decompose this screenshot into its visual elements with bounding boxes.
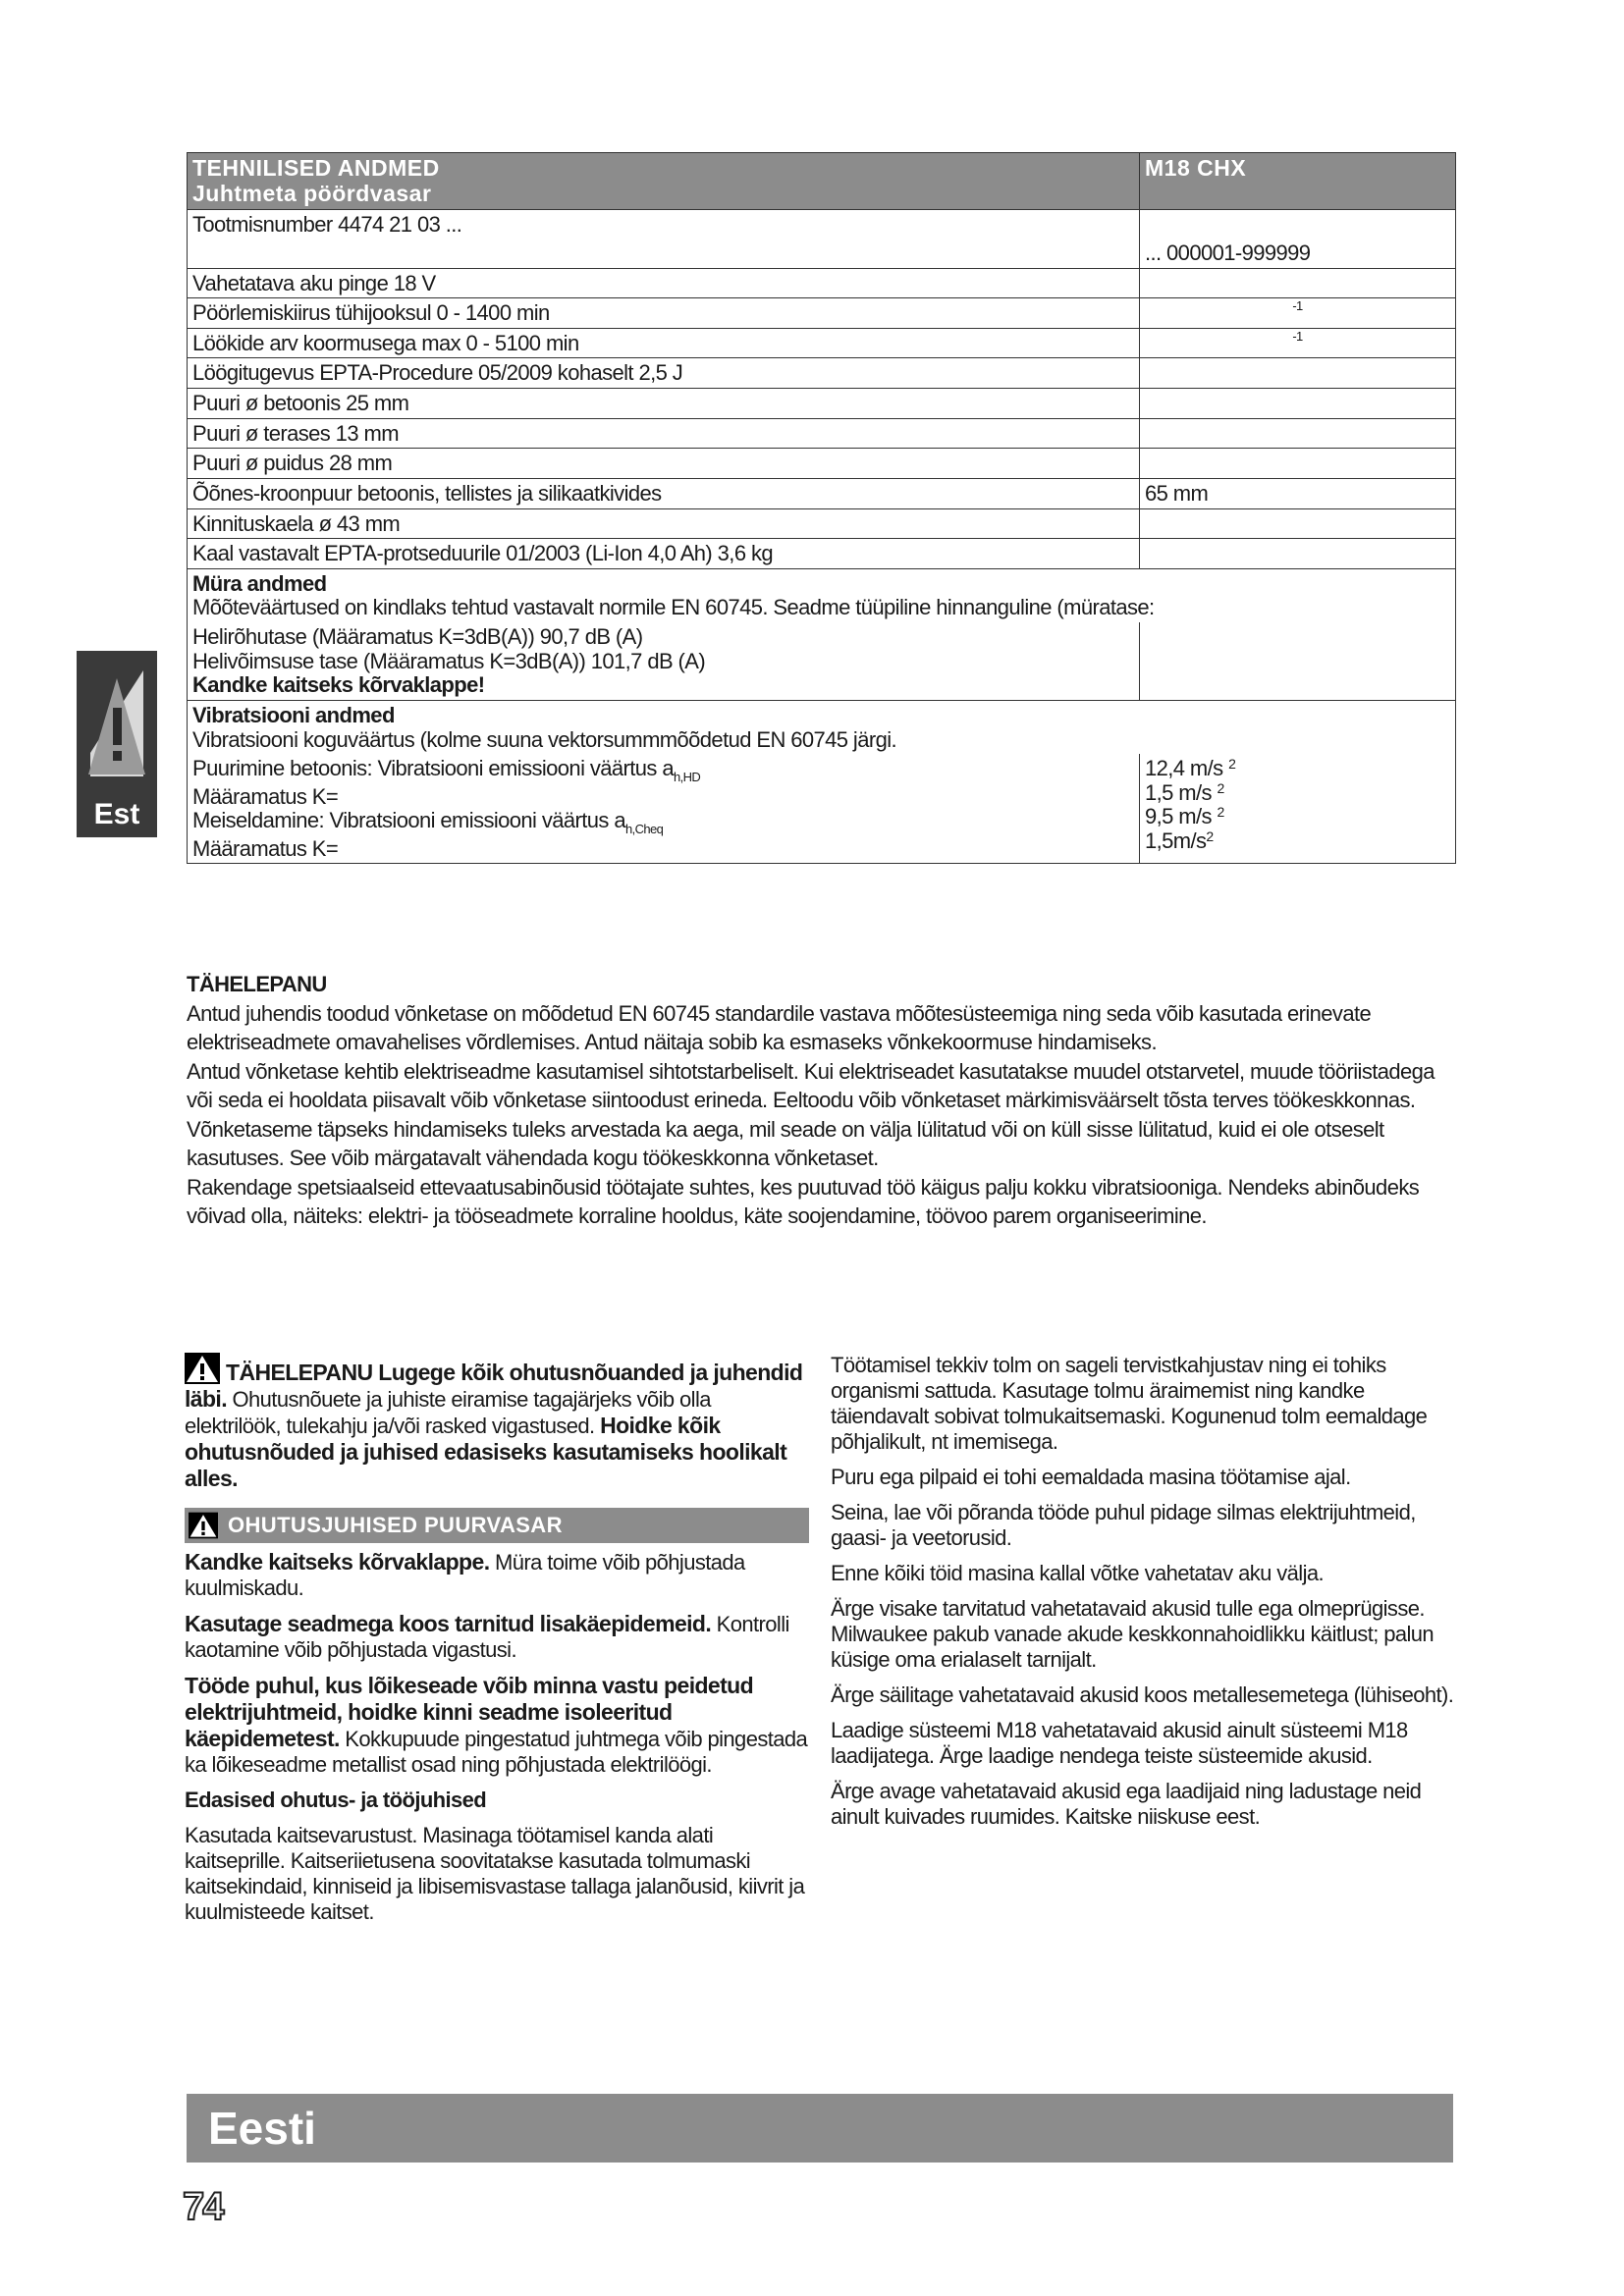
spec-label: Vahetatava aku pinge 18 V xyxy=(188,268,1140,298)
spec-title: TEHNILISED ANDMED xyxy=(192,155,440,181)
spec-value xyxy=(1140,539,1456,569)
safety-item: Enne kõiki töid masina kallal võtke vahetatav aku välja. xyxy=(831,1561,1325,1585)
page-number: 74 xyxy=(183,2185,223,2228)
spec-row xyxy=(188,328,1456,358)
noise-power: Helivõimsuse tase (Määramatus K=3dB(A)) 101,7 dB (A) xyxy=(192,648,706,673)
spec-row xyxy=(188,478,1456,508)
safety-column-left xyxy=(185,1353,809,1935)
section-header-hammer-safety xyxy=(185,1508,809,1543)
spec-label: Puuri ø betoonis 25 mm xyxy=(188,389,1140,419)
vibration-values xyxy=(188,754,1456,864)
spec-value xyxy=(1140,449,1456,479)
vibration-section xyxy=(188,700,1456,754)
safety-item: Kandke kaitseks kõrvaklappe. Müra toime võib põhjustada kuulmiskadu. xyxy=(185,1549,745,1600)
footer-language-bar xyxy=(187,2094,1453,2163)
safety-item: Ärge visake tarvitatud vahetatavaid akusid tulle ega olmeprügisse. Milwaukee pakub vanade akude keskkonnahoidlikku käitlust; palun küsige oma erialaselt tarnijalt. xyxy=(831,1596,1435,1672)
spec-row xyxy=(188,358,1456,389)
safety-item: Laadige süsteemi M18 vahetatavaid akusid ainult süsteemi M18 laadijatega. Ärge laadige nendega teiste süsteemide akusid. xyxy=(831,1718,1408,1768)
section-title: OHUTUSJUHISED PUURVASAR xyxy=(228,1513,563,1537)
spec-value xyxy=(1140,508,1456,539)
spec-row xyxy=(188,389,1456,419)
spec-value xyxy=(1140,268,1456,298)
warning-icon xyxy=(82,665,151,782)
spec-label: Kaal vastavalt EPTA-protseduurile 01/2003 (Li-Ion 4,0 Ah) 3,6 kg xyxy=(188,539,1140,569)
notice-paragraph: Võnketaseme täpseks hindamiseks tuleks arvestada ka aega, mil seade on välja lülitatud või on küll sisse lülitatud, kuid ei ole otseselt kasutuses. See võib märgatavalt vähendada kogu töökeskkonna võnketaset. xyxy=(187,1116,1384,1170)
spec-label: Pöörlemiskiirus tühijooksul 0 - 1400 min xyxy=(188,298,1140,329)
vibration-k2-label: Määramatus K= xyxy=(192,835,339,861)
spec-model: M18 CHX xyxy=(1140,153,1456,210)
spec-row xyxy=(188,209,1456,268)
notice-paragraph: Antud võnketase kehtib elektriseadme kasutamisel sihtotstarbeliselt. Kui elektriseadet kasutatakse muudel otstarvetel, muude tööriistadega või seda ei hooldata piisavalt võib võnketase siintoodust erineda. Eeltoodu võib võnketaset märkimisväärselt tõsta terves töökeskkonnas. xyxy=(187,1058,1435,1112)
language-side-tab xyxy=(77,651,157,837)
spec-header-row xyxy=(188,153,1456,210)
safety-item: Kasutage seadmega koos tarnitud lisakäepidemeid. Kontrolli kaotamine võib põhjustada vigastusi. xyxy=(185,1611,789,1662)
safety-item: Seina, lae või põranda tööde puhul pidage silmas elektrijuhtmeid, gaasi- ja veetorusid. xyxy=(831,1500,1416,1550)
footer-language: Eesti xyxy=(208,2103,316,2154)
vibration-chisel-label: Meiseldamine: Vibratsiooni emissiooni väärtus $a_{h,Cheq}$ xyxy=(192,808,664,837)
sub-heading: Edasised ohutus- ja tööjuhised xyxy=(185,1788,487,1812)
safety-item: Kasutada kaitsevarustust. Masinaga töötamisel kanda alati kaitseprille. Kaitseriietusena soovitatakse kasutada tolmumaski kaitsekindaid, kinniseid ja libisemisvastase tallaga jalanõusid, kiivrit ja kuulmisteede kaitset. xyxy=(185,1823,805,1924)
vibration-chisel-value: 9,5 m/s $^2$ xyxy=(1145,804,1224,829)
safety-item: Tööde puhul, kus lõikeseade võib minna vastu peidetud elektrijuhtmeid, hoidke kinni seadme isoleeritud käepidemetest. Kokkupuude pingestatud juhtmega võib pingestada ka lõikeseadme metallist osad ning põhjustada elektrilöögi. xyxy=(185,1673,808,1777)
spec-value: -1 xyxy=(1140,328,1456,358)
spec-value xyxy=(1140,418,1456,449)
vibration-heading: Vibratsiooni andmed xyxy=(192,702,395,727)
spec-label: Tootmisnumber 4474 21 03 ... xyxy=(188,209,1140,268)
spec-row xyxy=(188,508,1456,539)
spec-value: -1 xyxy=(1140,298,1456,329)
spec-row xyxy=(188,418,1456,449)
safety-item: Ärge avage vahetatavaid akusid ega laadijaid ning ladustage neid ainult kuivades ruumides. Kaitske niiskuse eest. xyxy=(831,1779,1422,1829)
vibration-k2-value: $1,5m/s^2$ xyxy=(1145,828,1214,853)
spec-label: Puuri ø puidus 28 mm xyxy=(188,449,1140,479)
vibration-drill-label: Puurimine betoonis: Vibratsiooni emissiooni väärtus $a_{h,HD}$ xyxy=(192,756,701,785)
warning-triangle-icon xyxy=(185,1353,220,1384)
safety-item: Puru ega pilpaid ei tohi eemaldada masina töötamise ajal. xyxy=(831,1465,1351,1489)
warning-triangle-icon xyxy=(189,1512,218,1539)
spec-label: Löögitugevus EPTA-Procedure 05/2009 kohaselt 2,5 J xyxy=(188,358,1140,389)
side-tab-label: Est xyxy=(93,798,140,830)
ear-protection-note: Kandke kaitseks kõrvaklappe! xyxy=(192,672,485,698)
spec-label: Löökide arv koormusega max 0 - 5100 min xyxy=(188,328,1140,358)
vibration-notice xyxy=(187,970,1463,1231)
noise-section xyxy=(188,568,1456,622)
spec-label: Puuri ø terases 13 mm xyxy=(188,418,1140,449)
spec-row xyxy=(188,268,1456,298)
safety-item: Ärge säilitage vahetatavaid akusid koos metallesemetega (lühiseoht). xyxy=(831,1682,1454,1707)
notice-paragraph: Rakendage spetsiaalseid ettevaatusabinõusid töötajate suhtes, kes puutuvad töö käigus palju kokku vibratsiooniga. Nendeks abinõudeks võivad olla, näiteks: elektri- ja tööseadmete korraline hooldus, käte soojendamine, töövoo parem organiseerimine. xyxy=(187,1174,1420,1228)
spec-row xyxy=(188,539,1456,569)
noise-pressure: Helirõhutase (Määramatus K=3dB(A)) 90,7 dB (A) xyxy=(192,624,643,649)
noise-values xyxy=(188,622,1456,700)
spec-value xyxy=(1140,358,1456,389)
vibration-drill-value: 12,4 m/s $^2$ xyxy=(1145,756,1236,781)
spec-label: Õõnes-kroonpuur betoonis, tellistes ja silikaatkivides xyxy=(188,478,1140,508)
safety-column-right xyxy=(831,1353,1459,1840)
safety-item: Töötamisel tekkiv tolm on sageli tervistkahjustav ning ei tohiks organismi sattuda. Kasutage tolmu äraimemist ning kandke täiendavalt sobivat tolmukaitsemaski. Kogunenud tolm eemaldage põhjalikult, nt imemisega. xyxy=(831,1353,1428,1454)
general-warning: TÄHELEPANU Lugege kõik ohutusnõuanded ja juhendid läbi. Ohutusnõuete ja juhiste eiramise tagajärjeks võib olla elektrilöök, tulekahju ja/või rasked vigastused. Hoidke kõik ohutusnõuded ja juhised edasiseks kasutamiseks hoolikalt alles. xyxy=(185,1353,809,1492)
vibration-k1-label: Määramatus K= xyxy=(192,783,339,809)
vibration-k1-value: 1,5 m/s $^2$ xyxy=(1145,779,1224,805)
vibration-intro: Vibratsiooni koguväärtus (kolme suuna vektorsummmõõdetud EN 60745 järgi. xyxy=(192,726,897,752)
spec-subtitle: Juhtmeta pöördvasar xyxy=(192,180,432,206)
noise-intro: Mõõteväärtused on kindlaks tehtud vastavalt normile EN 60745. Seadme tüüpiline hinnanguline (müratase: xyxy=(192,595,1155,620)
spec-label: Kinnituskaela ø 43 mm xyxy=(188,508,1140,539)
noise-heading: Müra andmed xyxy=(192,570,327,596)
notice-paragraph: Antud juhendis toodud võnketase on mõõdetud EN 60745 standardile vastava mõõtesüsteemiga ning seda võib kasutada erinevate elektriseadmete omavahelises võrdlemises. Antud näitaja sobib ka esmaseks võnkekoormuse hindamiseks. xyxy=(187,1000,1372,1054)
spec-row xyxy=(188,449,1456,479)
spec-value: 65 mm xyxy=(1140,478,1456,508)
spec-row xyxy=(188,298,1456,329)
spec-table xyxy=(187,152,1456,864)
spec-value xyxy=(1140,389,1456,419)
notice-title: TÄHELEPANU xyxy=(187,972,327,996)
spec-value: ... 000001-999999 xyxy=(1140,209,1456,268)
